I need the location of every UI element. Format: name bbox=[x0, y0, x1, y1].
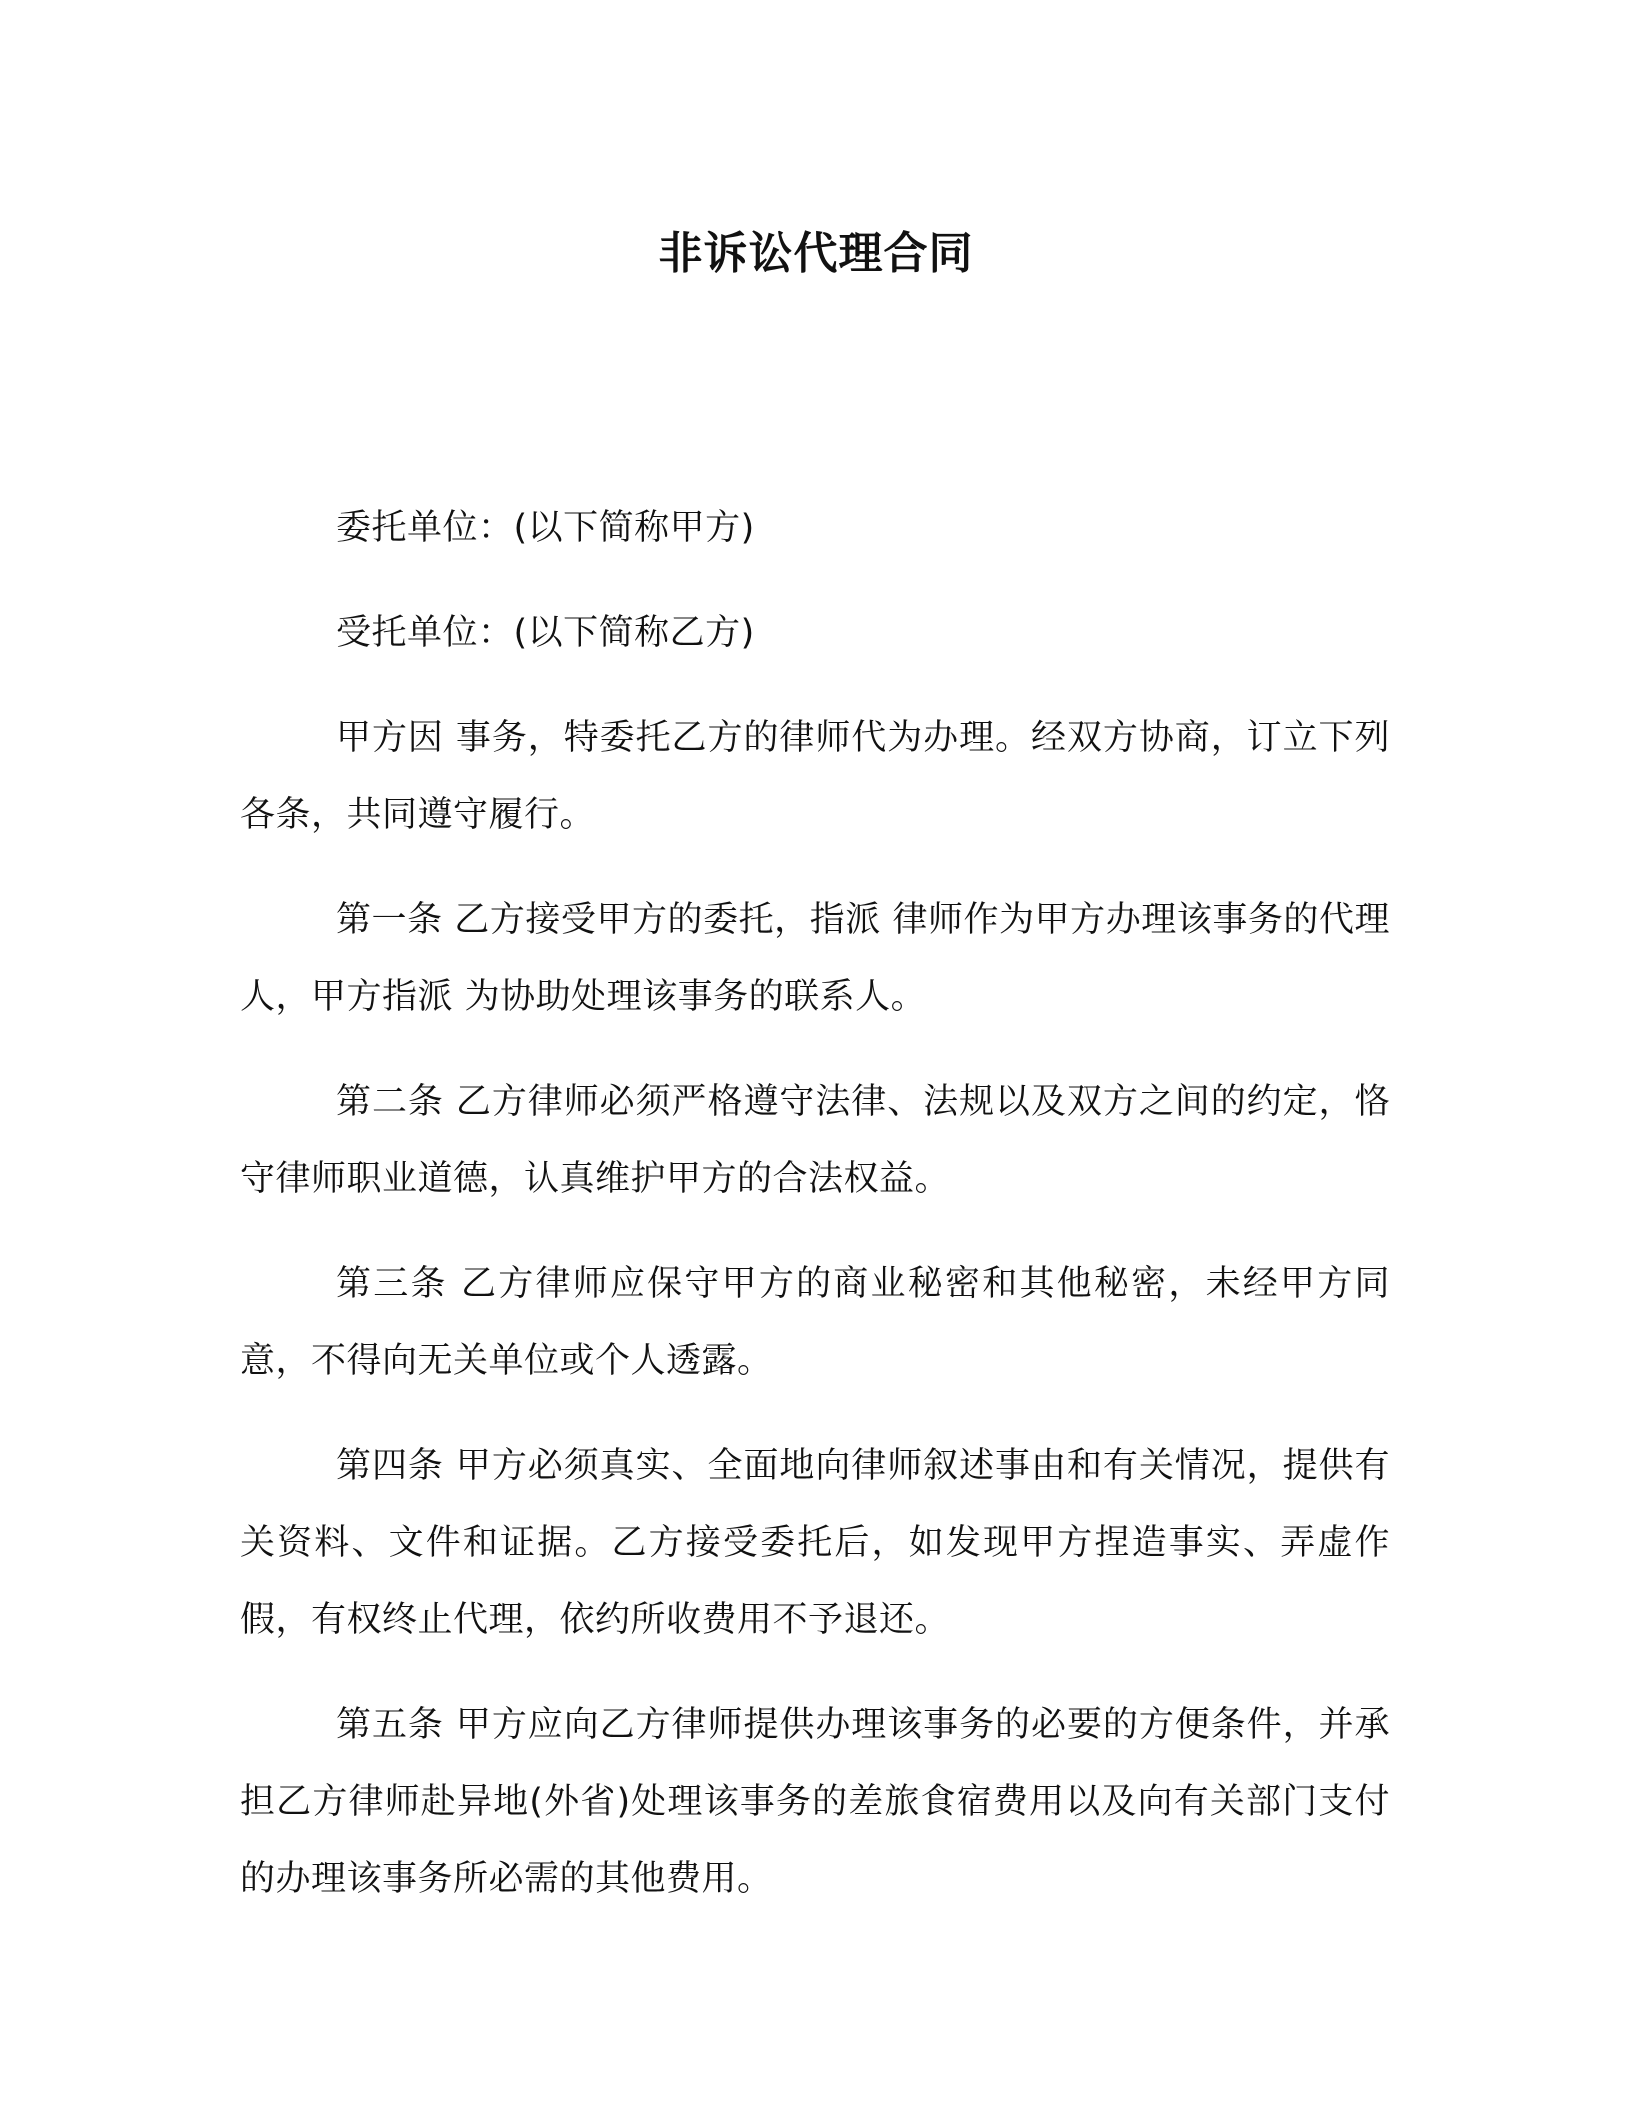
paragraph-article-5: 第五条 甲方应向乙方律师提供办理该事务的必要的方便条件，并承担乙方律师赴异地(外省)处理该事务的差旅食宿费用以及向有关部门支付的办理该事务所必需的其他费用。 bbox=[240, 1705, 1390, 1899]
paragraph-article-3: 第三条 乙方律师应保守甲方的商业秘密和其他秘密，未经甲方同意，不得向无关单位或个人透露。 bbox=[240, 1264, 1390, 1381]
document-title: 非诉讼代理合同 bbox=[658, 228, 974, 279]
paragraph-article-2: 第二条 乙方律师必须严格遵守法律、法规以及双方之间的约定，恪守律师职业道德，认真维护甲方的合法权益。 bbox=[240, 1082, 1390, 1199]
client-line: 委托单位：(以下简称甲方) bbox=[336, 508, 755, 548]
paragraph-article-1: 第一条 乙方接受甲方的委托，指派 律师作为甲方办理该事务的代理人，甲方指派 为协助处理该事务的联系人。 bbox=[240, 900, 1390, 1017]
agent-line: 受托单位：(以下简称乙方) bbox=[336, 613, 755, 653]
document-body bbox=[240, 490, 1390, 1946]
paragraph-article-4: 第四条 甲方必须真实、全面地向律师叙述事由和有关情况，提供有关资料、文件和证据。乙方接受委托后，如发现甲方捏造事实、弄虚作假，有权终止代理，依约所收费用不予退还。 bbox=[240, 1446, 1390, 1640]
paragraph-intro: 甲方因 事务，特委托乙方的律师代为办理。经双方协商，订立下列各条，共同遵守履行。 bbox=[240, 718, 1390, 835]
